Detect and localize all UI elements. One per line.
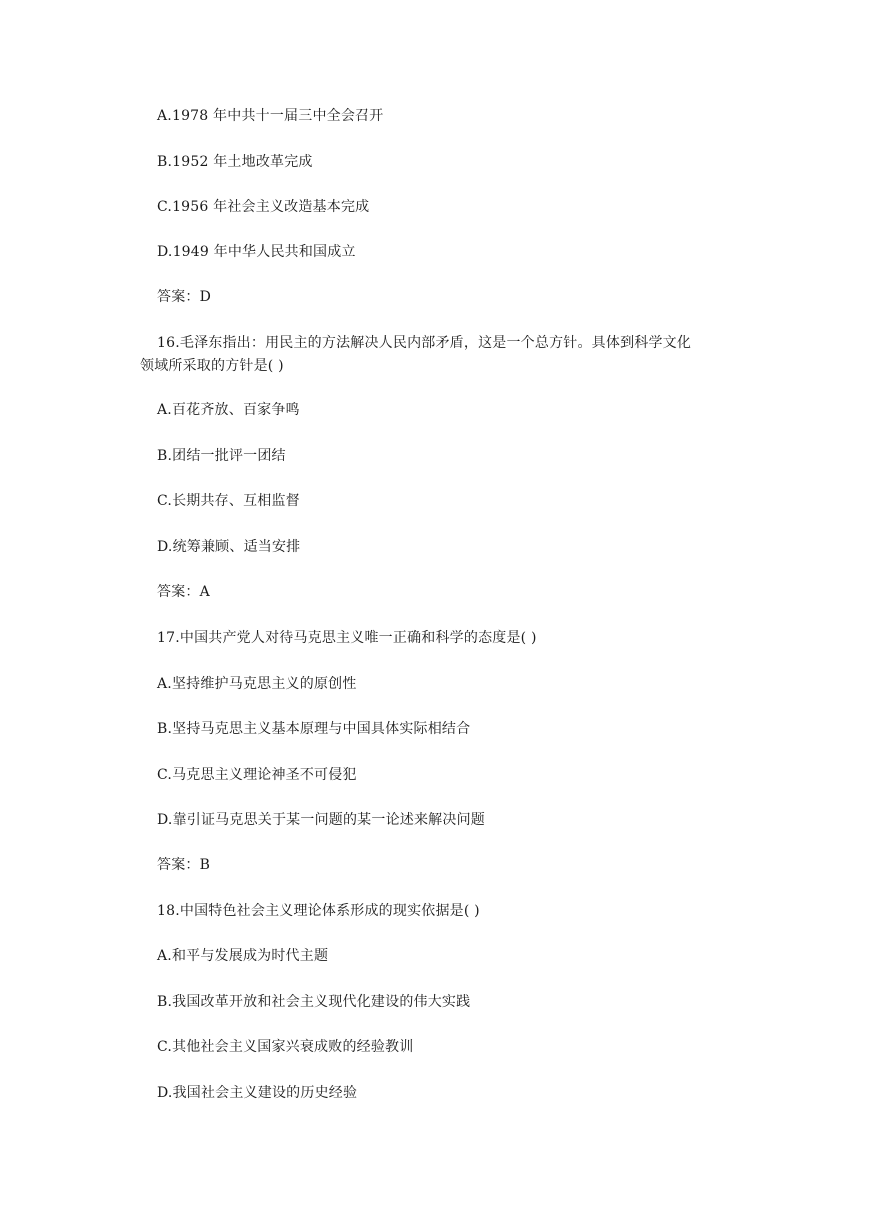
q17-option-d: D.靠引证马克思关于某一问题的某一论述来解决问题 [157, 812, 485, 828]
q18-option-c: C.其他社会主义国家兴衰成败的经验教训 [157, 1039, 414, 1055]
q17-option-a: A.坚持维护马克思主义的原创性 [157, 676, 357, 692]
q17-option-c: C.马克思主义理论神圣不可侵犯 [157, 767, 357, 783]
q17-answer: 答案：B [157, 857, 211, 873]
q18-option-d: D.我国社会主义建设的历史经验 [157, 1085, 358, 1101]
q15-option-a: A.1978 年中共十一届三中全会召开 [157, 108, 384, 124]
q17-stem: 17.中国共产党人对待马克思主义唯一正确和科学的态度是( ) [157, 630, 537, 646]
q15-answer: 答案：D [157, 289, 212, 305]
q16-option-a: A.百花齐放、百家争鸣 [157, 402, 300, 418]
q18-stem: 18.中国特色社会主义理论体系形成的现实依据是( ) [157, 903, 480, 919]
q16-stem-line2: 领域所采取的方针是( ) [140, 358, 284, 374]
q16-stem-line1: 16.毛泽东指出：用民主的方法解决人民内部矛盾，这是一个总方针。具体到科学文化 [157, 335, 692, 351]
q18-option-b: B.我国改革开放和社会主义现代化建设的伟大实践 [157, 994, 471, 1010]
q16-option-d: D.统筹兼顾、适当安排 [157, 539, 301, 555]
q16-option-b: B.团结一批评一团结 [157, 448, 286, 464]
q15-option-d: D.1949 年中华人民共和国成立 [157, 244, 356, 260]
q16-answer: 答案：A [157, 584, 210, 600]
q16-option-c: C.长期共存、互相监督 [157, 493, 300, 509]
q18-option-a: A.和平与发展成为时代主题 [157, 948, 329, 964]
q15-option-b: B.1952 年土地改革完成 [157, 154, 313, 170]
q15-option-c: C.1956 年社会主义改造基本完成 [157, 199, 370, 215]
q17-option-b: B.坚持马克思主义基本原理与中国具体实际相结合 [157, 721, 471, 737]
